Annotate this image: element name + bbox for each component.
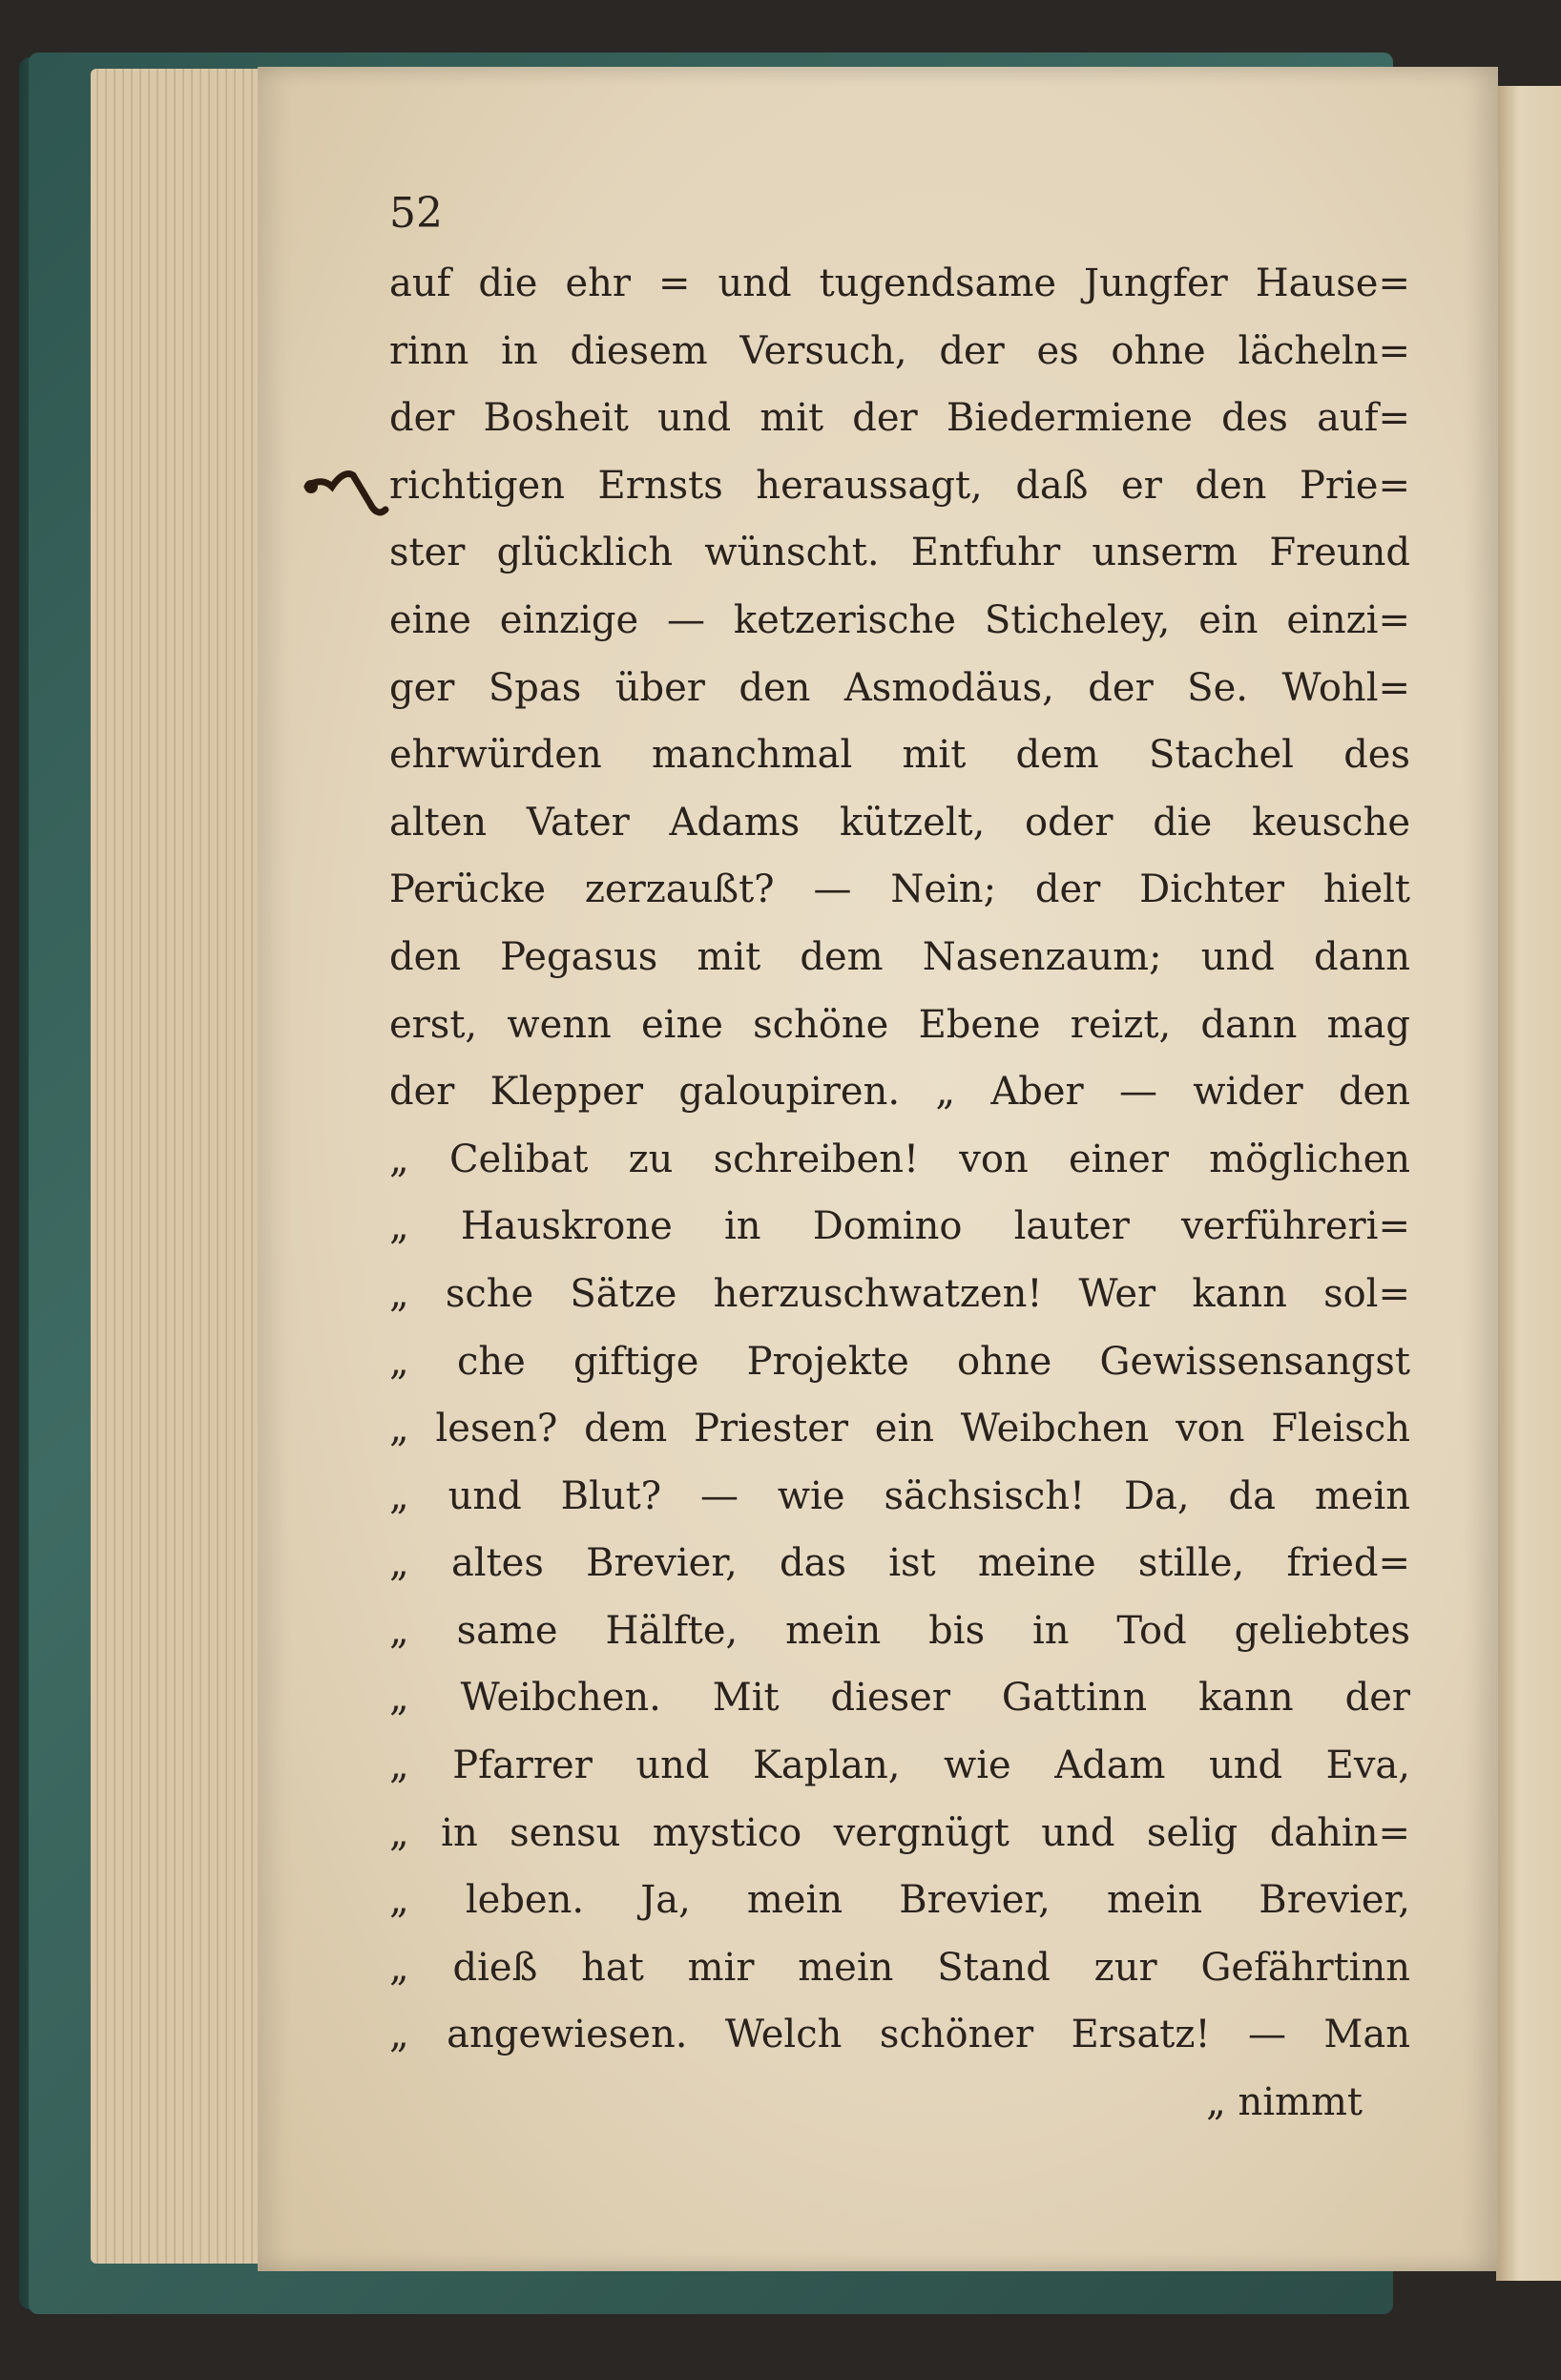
text-line: „ Weibchen. Mit dieser Gattinn kann der	[389, 1676, 1410, 1721]
text-line: „ Pfarrer und Kaplan, wie Adam und Eva,	[389, 1743, 1410, 1788]
text-line: „ und Blut? — wie sächsisch! Da, da mein	[389, 1473, 1410, 1518]
text-line: „ lesen? dem Priester ein Weibchen von Fleisch	[389, 1407, 1410, 1451]
page-edges	[91, 69, 281, 2264]
page-text	[389, 250, 1410, 2137]
text-line: ger Spas über den Asmodäus, der Se. Wohl=	[389, 665, 1410, 710]
text-line: alten Vater Adams kützelt, oder die keusche	[389, 800, 1410, 845]
text-line: „ Celibat zu schreiben! von einer möglichen	[389, 1137, 1410, 1181]
text-line: eine einzige — ketzerische Sticheley, ein einzi=	[389, 597, 1410, 642]
text-line: Perücke zerzaußt? — Nein; der Dichter hielt	[389, 867, 1410, 912]
text-line: der Bosheit und mit der Biedermiene des auf=	[389, 396, 1410, 441]
catchword: „ nimmt	[1206, 2080, 1363, 2125]
text-line: rinn in diesem Versuch, der es ohne lächeln=	[389, 328, 1410, 373]
text-line: den Pegasus mit dem Nasenzaum; und dann	[389, 934, 1410, 979]
text-line: „ same Hälfte, mein bis in Tod geliebtes	[389, 1608, 1410, 1653]
text-line: „ angewiesen. Welch schöner Ersatz! — Man	[389, 2013, 1410, 2057]
text-line: „ sche Sätze herzuschwatzen! Wer kann sol=	[389, 1271, 1410, 1316]
text-line: erst, wenn eine schöne Ebene reizt, dann mag	[389, 1002, 1410, 1047]
facing-page-edge	[1496, 86, 1561, 2281]
text-line: „ in sensu mystico vergnügt und selig dahin=	[389, 1810, 1410, 1855]
text-line: ehrwürden manchmal mit dem Stachel des	[389, 733, 1410, 778]
text-line: auf die ehr = und tugendsame Jungfer Hause=	[389, 261, 1410, 305]
text-line: ster glücklich wünscht. Entfuhr unserm Freund	[389, 531, 1410, 575]
text-line: „ Hauskrone in Domino lauter verführeri=	[389, 1204, 1410, 1249]
page-number: 52	[389, 189, 443, 238]
text-line: „ altes Brevier, das ist meine stille, fried=	[389, 1541, 1410, 1586]
text-line: „ che giftige Projekte ohne Gewissensangst	[389, 1339, 1410, 1384]
text-line: der Klepper galoupiren. „ Aber — wider den	[389, 1070, 1410, 1115]
text-line: richtigen Ernsts heraussagt, daß er den Prie=	[389, 463, 1410, 508]
text-line: „ dieß hat mir mein Stand zur Gefährtinn	[389, 1945, 1410, 1990]
text-line: „ leben. Ja, mein Brevier, mein Brevier,	[389, 1878, 1410, 1923]
